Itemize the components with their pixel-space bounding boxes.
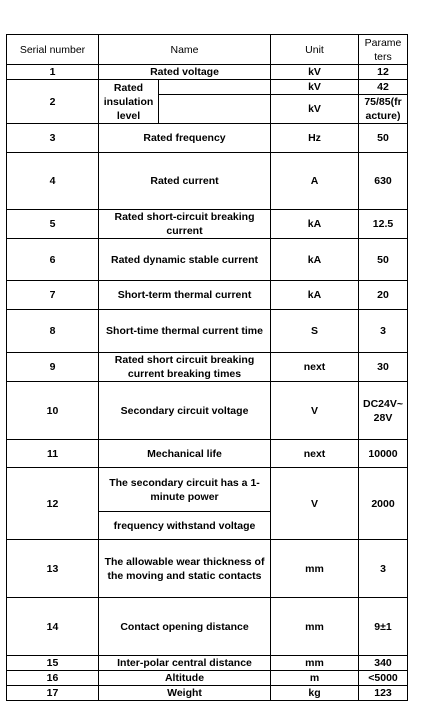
unit-cell: mm — [271, 656, 359, 671]
name-cell: Rated voltage — [99, 65, 271, 80]
value-cell: 630 — [359, 153, 408, 210]
name-cell: Weight — [99, 686, 271, 701]
unit-cell: kA — [271, 210, 359, 239]
unit-cell: V — [271, 468, 359, 540]
serial-cell: 12 — [7, 468, 99, 540]
table-row — [7, 440, 408, 468]
unit-cell: mm — [271, 540, 359, 598]
serial-cell: 6 — [7, 239, 99, 281]
name-cell: Rated current — [99, 153, 271, 210]
unit-cell: kA — [271, 239, 359, 281]
table-row — [7, 239, 408, 281]
value-cell: 9±1 — [359, 598, 408, 656]
serial-cell: 1 — [7, 65, 99, 80]
unit-cell: kV — [271, 95, 359, 124]
name-cell: Secondary circuit voltage — [99, 382, 271, 440]
value-cell: 75/85(fr acture) — [359, 95, 408, 124]
unit-cell: Hz — [271, 124, 359, 153]
table-row — [7, 540, 408, 598]
unit-cell: A — [271, 153, 359, 210]
table-row — [7, 310, 408, 353]
serial-cell: 16 — [7, 671, 99, 686]
header-serial: Serial number — [7, 35, 99, 65]
serial-cell: 9 — [7, 353, 99, 382]
name-cell: Altitude — [99, 671, 271, 686]
name-sub-cell — [159, 80, 271, 95]
header-name: Name — [99, 35, 271, 65]
name-sub-cell — [159, 95, 271, 124]
unit-cell: next — [271, 440, 359, 468]
unit-cell: m — [271, 671, 359, 686]
value-cell: 50 — [359, 124, 408, 153]
table-row — [7, 671, 408, 686]
serial-cell: 14 — [7, 598, 99, 656]
table-row — [7, 210, 408, 239]
value-cell: 3 — [359, 540, 408, 598]
serial-cell: 17 — [7, 686, 99, 701]
header-row — [7, 35, 408, 65]
table-row — [7, 80, 408, 95]
serial-cell: 11 — [7, 440, 99, 468]
name-cell: Inter-polar central distance — [99, 656, 271, 671]
name-cell: Rated frequency — [99, 124, 271, 153]
name-cell: The secondary circuit has a 1-minute power — [99, 468, 271, 512]
unit-cell: kV — [271, 80, 359, 95]
value-cell: 42 — [359, 80, 408, 95]
name-group-cell: Rated insulation level — [99, 80, 159, 124]
value-cell: 123 — [359, 686, 408, 701]
serial-cell: 3 — [7, 124, 99, 153]
table-row — [7, 281, 408, 310]
table-row — [7, 598, 408, 656]
value-cell: 50 — [359, 239, 408, 281]
name-cell: Rated dynamic stable current — [99, 239, 271, 281]
unit-cell: kV — [271, 65, 359, 80]
unit-cell: kA — [271, 281, 359, 310]
name-cell: Short-time thermal current time — [99, 310, 271, 353]
table-row — [7, 353, 408, 382]
name-cell: Rated short-circuit breaking current — [99, 210, 271, 239]
serial-cell: 5 — [7, 210, 99, 239]
parameters-table — [6, 34, 408, 701]
serial-cell: 2 — [7, 80, 99, 124]
unit-cell: kg — [271, 686, 359, 701]
table-row — [7, 656, 408, 671]
unit-cell: V — [271, 382, 359, 440]
serial-cell: 8 — [7, 310, 99, 353]
value-cell: 30 — [359, 353, 408, 382]
unit-cell: next — [271, 353, 359, 382]
table-row — [7, 153, 408, 210]
unit-cell: S — [271, 310, 359, 353]
value-cell: DC24V~ 28V — [359, 382, 408, 440]
value-cell: 3 — [359, 310, 408, 353]
serial-cell: 4 — [7, 153, 99, 210]
serial-cell: 15 — [7, 656, 99, 671]
value-cell: 340 — [359, 656, 408, 671]
name-cell: Mechanical life — [99, 440, 271, 468]
value-cell: 2000 — [359, 468, 408, 540]
table-row — [7, 65, 408, 80]
serial-cell: 10 — [7, 382, 99, 440]
value-cell: <5000 — [359, 671, 408, 686]
value-cell: 20 — [359, 281, 408, 310]
unit-cell: mm — [271, 598, 359, 656]
name-cell: Short-term thermal current — [99, 281, 271, 310]
name-cell: The allowable wear thickness of the moving and static contacts — [99, 540, 271, 598]
table-row — [7, 686, 408, 701]
serial-cell: 13 — [7, 540, 99, 598]
name-cell: Contact opening distance — [99, 598, 271, 656]
value-cell: 12 — [359, 65, 408, 80]
table-row — [7, 468, 408, 512]
name-cell: Rated short circuit breaking current breaking times — [99, 353, 271, 382]
table-row — [7, 382, 408, 440]
value-cell: 12.5 — [359, 210, 408, 239]
header-params: Parame ters — [359, 35, 408, 65]
serial-cell: 7 — [7, 281, 99, 310]
value-cell: 10000 — [359, 440, 408, 468]
header-unit: Unit — [271, 35, 359, 65]
name-cell: frequency withstand voltage — [99, 512, 271, 540]
table-row — [7, 124, 408, 153]
